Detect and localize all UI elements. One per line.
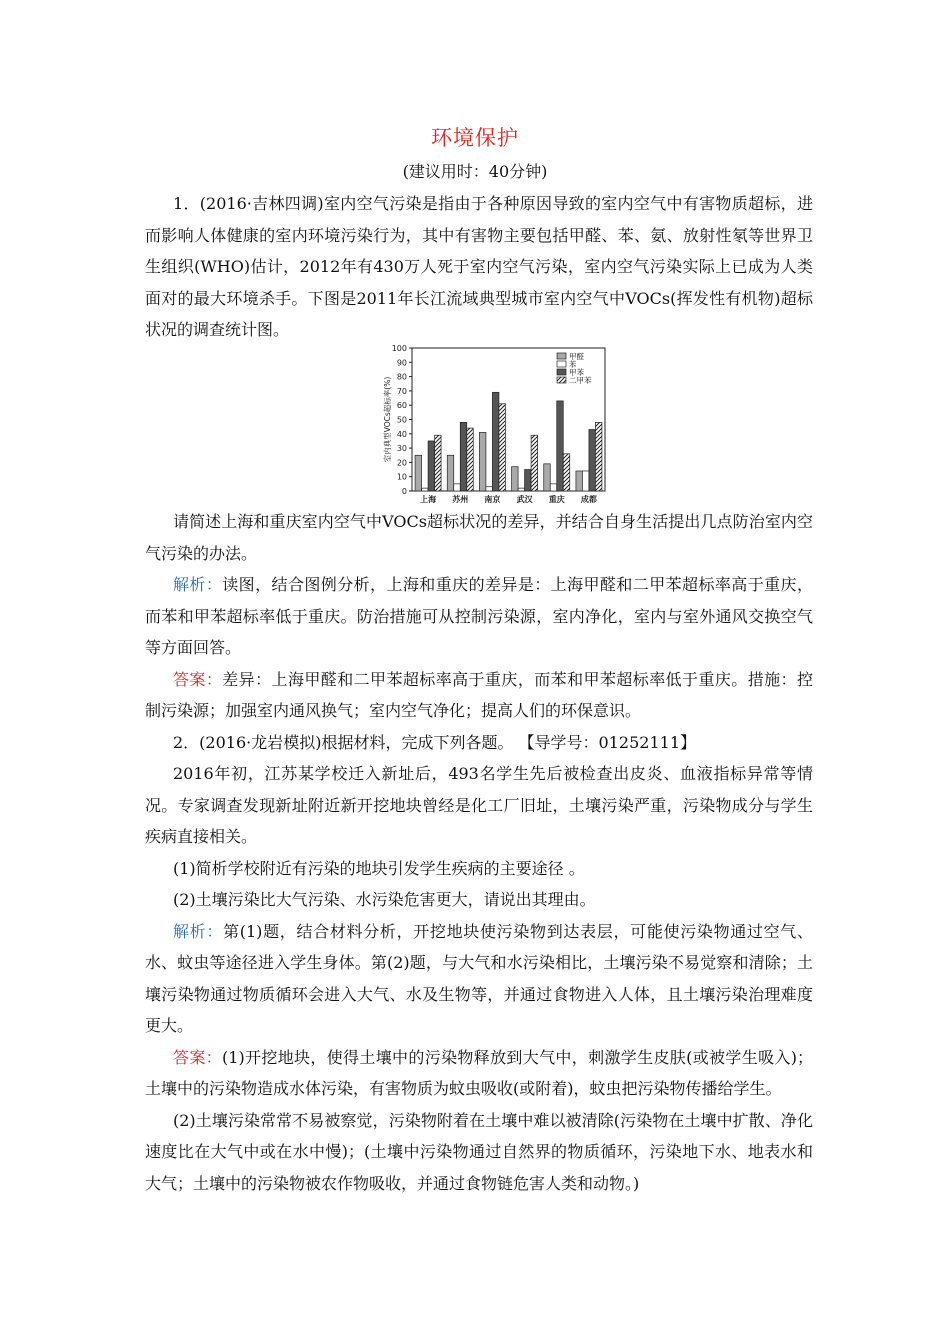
question-2-stem: 2．(2016·龙岩模拟)根据材料，完成下列各题。 【导学号：01252111】 [173, 732, 696, 752]
analysis-text: 第(1)题，结合材料分析，开挖地块使污染物到达表层，可能使污染物通过空气、水、蚊虫等途径进入学生身体。第(2)题，与大气和水污染相比，土壤污染不易觉察和清除；土壤污染物通过物质循环会进入大气、水及生物等，并通过食物进入人体，且土壤污染治理难度更大。 [145, 921, 813, 1035]
legend-label: 甲苯 [569, 368, 584, 377]
x-tick-label: 上海 [420, 495, 437, 504]
bar [447, 455, 454, 491]
bar [479, 432, 486, 491]
bar [492, 392, 499, 491]
bar [525, 470, 532, 491]
bar [589, 430, 596, 491]
bar [486, 487, 493, 491]
bar [563, 454, 570, 491]
bar [518, 488, 525, 491]
bar [422, 488, 429, 491]
question-1-stem: 1．(2016·吉林四调)室内空气污染是指由于各种原因导致的室内空气中有害物质超标，进而影响人体健康的室内环境污染行为，其中有害物主要包括甲醛、苯、氨、放射性氡等世界卫生组织(WHO)估计，2012年有430万人死于室内空气污染，室内空气污染实际上已成为人类面对的最大环境杀手。下图是2011年长江流域典型城市室内空气中VOCs(挥发性有机物)超标状况的调查统计图。 [145, 194, 813, 339]
y-tick-label: 60 [396, 401, 407, 411]
y-tick-label: 0 [401, 487, 407, 496]
question-1-answer [145, 664, 813, 727]
analysis-text: 读图，结合图例分析，上海和重庆的差异是：上海甲醛和二甲苯超标率高于重庆，而苯和甲苯超标率低于重庆。防治措施可从控制污染源，室内净化，室内与室外通风交换空气等方面回答。 [145, 575, 813, 657]
bar [428, 441, 435, 491]
question-2-answer-2: (2)土壤污染常常不易被察觉，污染物附着在土壤中难以被清除(污染物在土壤中扩散、净化速度比在大气中或在水中慢)；(土壤中污染物通过自然界的物质循环，污染地下水、地表水和大气；土壤中的污染物被农作物吸收，并通过食物链危害人类和动物。) [145, 1110, 813, 1193]
bar [557, 401, 564, 491]
y-tick-label: 80 [396, 372, 407, 382]
bar [435, 435, 442, 491]
voc-bar-chart [380, 342, 610, 507]
x-tick-label: 武汉 [516, 495, 533, 504]
bar [499, 404, 506, 491]
legend-label: 苯 [569, 360, 577, 369]
answer-text: 差异：上海甲醛和二甲苯超标率高于重庆，而苯和甲苯超标率低于重庆。措施：控制污染源；加强室内通风换气；室内空气净化；提高人们的环保意识。 [145, 669, 813, 720]
y-tick-label: 90 [396, 358, 407, 368]
bar [531, 435, 538, 491]
bar [467, 428, 474, 491]
y-tick-label: 30 [396, 444, 407, 454]
bar [576, 471, 583, 491]
x-tick-label: 南京 [484, 495, 501, 504]
analysis-label: 解析： [173, 921, 224, 941]
question-1 [145, 188, 813, 346]
bar [595, 422, 602, 491]
bar [582, 471, 589, 491]
x-tick-label: 重庆 [548, 495, 565, 504]
legend-swatch [557, 369, 566, 375]
legend-swatch [557, 353, 566, 359]
legend-label: 二甲苯 [569, 376, 592, 385]
question-2-analysis [145, 916, 813, 1042]
question-1-analysis [145, 569, 813, 664]
bar [415, 455, 422, 491]
answer-label: 答案： [173, 669, 223, 689]
question-2-answer-1 [145, 1042, 813, 1105]
x-tick-label: 苏州 [452, 495, 469, 504]
suggested-time: (建议用时：40分钟) [402, 162, 548, 181]
bar [512, 467, 519, 491]
y-tick-label: 50 [396, 415, 407, 425]
y-tick-label: 40 [396, 429, 407, 439]
legend-swatch [557, 361, 566, 367]
legend-label: 甲醛 [569, 352, 584, 361]
answer-label: 答案： [173, 1047, 223, 1067]
y-axis-label: 室内典型VOCs超标率(%) [383, 376, 392, 463]
question-2-sub1: (1)简析学校附近有污染的地块引发学生疾病的主要途径 。 [173, 858, 585, 878]
question-2-sub2: (2)土壤污染比大气污染、水污染危害更大，请说出其理由。 [173, 890, 596, 909]
y-tick-label: 20 [396, 458, 407, 468]
x-tick-label: 成都 [580, 495, 597, 504]
bar [460, 422, 467, 491]
answer-text: (1)开挖地块，使得土壤中的污染物释放到大气中，刺激学生皮肤(或被学生吸入)；土壤中的污染物造成水体污染，有害物质为蚊虫吸收(或附着)，蚊虫把污染物传播给学生。 [145, 1047, 813, 1098]
y-tick-label: 10 [396, 472, 407, 482]
question-2-material: 2016年初，江苏某学校迁入新址后，493名学生先后被检查出皮炎、血液指标异常等情况。专家调查发现新址附近新开挖地块曾经是化工厂旧址，土壤污染严重，污染物成分与学生疾病直接相关。 [145, 764, 813, 846]
analysis-label: 解析： [173, 575, 223, 594]
y-tick-label: 100 [391, 344, 407, 353]
bar [544, 464, 551, 491]
legend-swatch [557, 377, 566, 383]
bar [550, 484, 557, 491]
page-title: 环境保护 [431, 126, 519, 150]
bar [454, 484, 461, 491]
question-block [145, 506, 813, 1199]
question-1-prompt: 请简述上海和重庆室内空气中VOCs超标状况的差异，并结合自身生活提出几点防治室内空气污染的办法。 [145, 512, 813, 563]
y-tick-label: 70 [396, 386, 407, 396]
